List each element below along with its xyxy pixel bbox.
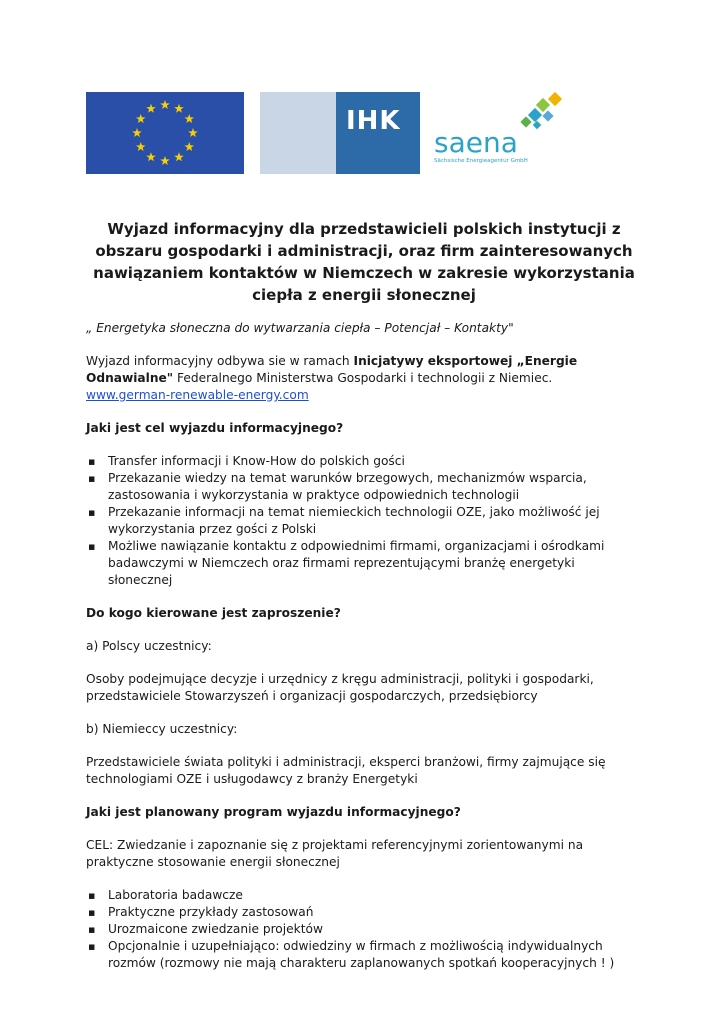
eu-star-icon	[188, 128, 198, 137]
eu-star-icon	[146, 152, 156, 161]
german-participants-text: Przedstawiciele świata polityki i administracji, eksperci branżowi, firmy zajmujące się technologiami OZE i usługodawcy z branży Energetyki	[86, 755, 606, 786]
polish-participants-label: a) Polscy uczestnicy:	[86, 639, 212, 653]
intro-text: Wyjazd informacyjny odbywa sie w ramach	[86, 354, 354, 368]
intro-bold-initiative: Inicjatywy eksportowej „Energie Odnawialne"	[86, 354, 578, 385]
eu-star-icon	[146, 104, 156, 113]
program-goal-text: CEL: Zwiedzanie i zapoznanie się z projektami referencyjnymi zorientowanymi na praktyczne stosowanie energii słonecznej	[86, 838, 584, 869]
website-link[interactable]: www.german-renewable-energy.com	[86, 388, 309, 402]
eu-star-icon	[160, 156, 170, 165]
intro-paragraph	[86, 353, 642, 404]
list-item: ▪ Transfer informacji i Know-How do polskich gości	[86, 453, 642, 470]
list-item: ▪ Laboratoria badawcze	[86, 887, 642, 904]
list-item: ▪ Opcjonalnie i uzupełniająco: odwiedziny w firmach z możliwością indywidualnych rozmów (rozmowy nie mają charakteru zaplanowanych spotkań kooperacyjnych ! )	[86, 938, 642, 972]
logo-bar	[86, 92, 566, 176]
document-motto: „ Energetyka słoneczna do wytwarzania ciepła – Potencjał – Kontakty"	[86, 321, 514, 335]
eu-star-icon	[184, 142, 194, 151]
saena-logo-text: saena	[434, 126, 518, 159]
list-item: ▪ Urozmaicone zwiedzanie projektów	[86, 921, 642, 938]
german-participants-label: b) Niemieccy uczestnicy:	[86, 722, 238, 736]
eu-star-icon	[184, 114, 194, 123]
eu-flag-logo	[86, 92, 244, 174]
ihk-logo	[260, 92, 420, 174]
saena-logo-subtitle: Sächsische Energieagentur GmbH	[434, 158, 528, 164]
intro-text-ministry: Federalnego Ministerstwa Gospodarki i technologii z Niemiec.	[173, 371, 553, 385]
eu-star-icon	[136, 114, 146, 123]
saena-logo	[434, 92, 566, 176]
list-item: ▪ Praktyczne przykłady zastosowań	[86, 904, 642, 921]
document-title: Wyjazd informacyjny dla przedstawicieli polskich instytucji z obszaru gospodarki i administracji, oraz firm zainteresowanych nawiązaniem kontaktów w Niemczech w zakresie wykorzystania ciepła z energii słonecznej	[93, 220, 635, 304]
goal-list	[86, 453, 642, 589]
program-list	[86, 887, 642, 972]
list-item: ▪ Przekazanie informacji na temat niemieckich technologii OZE, jako możliwość jej wykorzystania przez gości z Polski	[86, 504, 642, 538]
eu-star-icon	[136, 142, 146, 151]
document-body	[86, 218, 642, 988]
section-heading-goal: Jaki jest cel wyjazdu informacyjnego?	[86, 421, 344, 435]
eu-star-icon	[132, 128, 142, 137]
section-heading-audience: Do kogo kierowane jest zaproszenie?	[86, 606, 341, 620]
section-heading-program: Jaki jest planowany program wyjazdu informacyjnego?	[86, 805, 461, 819]
list-item: ▪ Możliwe nawiązanie kontaktu z odpowiednimi firmami, organizacjami i ośrodkami badawczymi w Niemczech oraz firmami reprezentującymi branżę energetyki słonecznej	[86, 538, 642, 589]
eu-star-icon	[160, 100, 170, 109]
eu-star-icon	[174, 152, 184, 161]
list-item: ▪ Przekazanie wiedzy na temat warunków brzegowych, mechanizmów wsparcia, zastosowania i wykorzystania w praktyce odpowiednich technologii	[86, 470, 642, 504]
ihk-logo-text: IHK	[346, 106, 401, 136]
eu-star-icon	[174, 104, 184, 113]
polish-participants-text: Osoby podejmujące decyzje i urzędnicy z kręgu administracji, polityki i gospodarki, przedstawiciele Stowarzyszeń i organizacji gospodarczych, przedsiębiorcy	[86, 672, 594, 703]
saena-squares-icon	[494, 90, 626, 130]
